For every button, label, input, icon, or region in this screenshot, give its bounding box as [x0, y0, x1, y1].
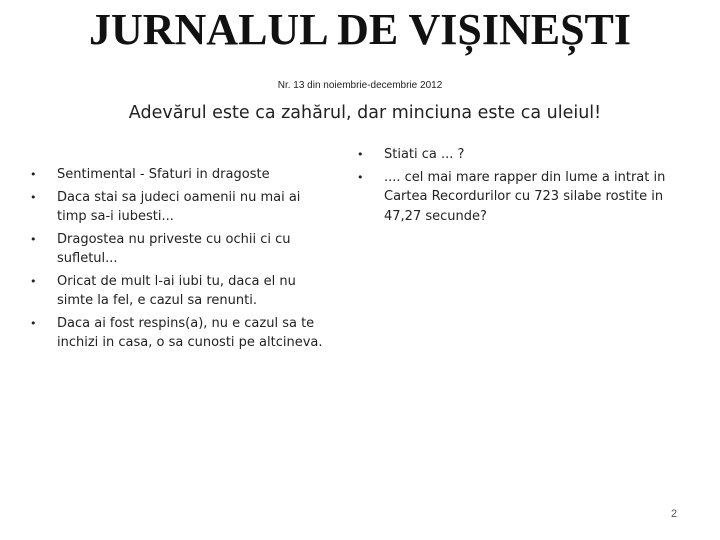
list-item: [357, 145, 667, 165]
left-bullet-list: [30, 165, 330, 356]
bullet-icon: •: [30, 190, 37, 204]
list-item: [30, 165, 330, 185]
list-item: [30, 188, 330, 227]
list-item: [357, 168, 667, 227]
right-bullet-list: [357, 145, 667, 229]
bullet-icon: •: [30, 168, 37, 181]
bullet-icon: •: [30, 274, 37, 288]
newspaper-title: JURNALUL DE VIȘINEȘTI: [88, 5, 632, 54]
list-item-text: Stiati ca ... ?: [384, 147, 465, 162]
list-item-text: .... cel mai mare rapper din lume a intrat in Cartea Recordurilor cu 723 silabe rostite in 47,27 secunde?: [384, 169, 666, 224]
bullet-icon: •: [30, 232, 37, 246]
page-number: 2: [670, 508, 678, 520]
list-item-text: Oricat de mult l-ai iubi tu, daca el nu simte la fel, e cazul sa renunti.: [57, 273, 296, 308]
list-item-text: Dragostea nu priveste cu ochii ci cu sufletul...: [57, 231, 291, 266]
list-item: [30, 230, 330, 269]
list-item-text: Daca stai sa judeci oamenii nu mai ai timp sa-i iubesti...: [57, 189, 301, 224]
bullet-icon: •: [357, 170, 364, 184]
list-item: [30, 272, 330, 311]
list-item: [30, 314, 330, 353]
bullet-icon: •: [30, 316, 37, 330]
bullet-icon: •: [357, 148, 364, 161]
list-item-text: Daca ai fost respins(a), nu e cazul sa te inchizi in casa, o sa cunosti pe altcineva.: [57, 315, 323, 350]
motto: Adevărul este ca zahărul, dar minciuna este ca uleiul!: [128, 103, 602, 123]
issue-line: Nr. 13 din noiembrie-decembrie 2012: [277, 80, 443, 91]
list-item-text: Sentimental - Sfaturi in dragoste: [57, 167, 270, 182]
